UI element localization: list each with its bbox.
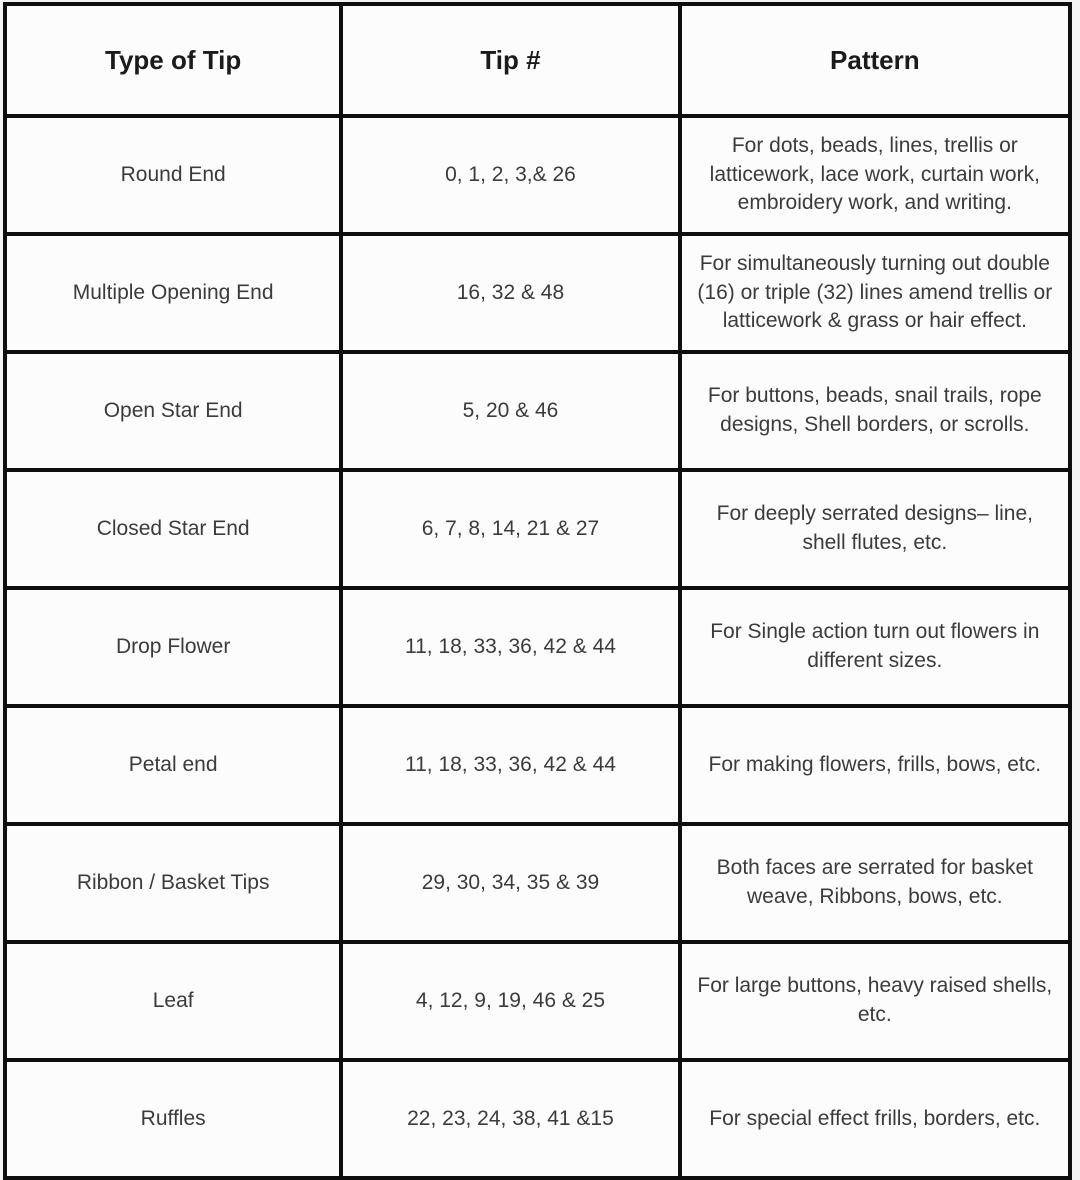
cell-tip-numbers: 6, 7, 8, 14, 21 & 27: [341, 470, 679, 588]
cell-tip-numbers: 0, 1, 2, 3,& 26: [341, 116, 679, 234]
cell-tip-numbers: 22, 23, 24, 38, 41 &15: [341, 1060, 679, 1178]
column-header-pattern: Pattern: [680, 4, 1070, 116]
cell-tip-type: Multiple Opening End: [5, 234, 341, 352]
cell-pattern-description: For Single action turn out flowers in different sizes.: [680, 588, 1070, 706]
table-row-leaf: [5, 942, 1070, 1060]
cell-tip-type: Drop Flower: [5, 588, 341, 706]
table-row-ribbon-basket-tips: [5, 824, 1070, 942]
table-row-ruffles: [5, 1060, 1070, 1178]
cell-tip-numbers: 4, 12, 9, 19, 46 & 25: [341, 942, 679, 1060]
cell-tip-numbers: 29, 30, 34, 35 & 39: [341, 824, 679, 942]
cell-tip-numbers: 11, 18, 33, 36, 42 & 44: [341, 588, 679, 706]
column-header-type-of-tip: Type of Tip: [5, 4, 341, 116]
piping-tips-table: [3, 2, 1072, 1180]
cell-tip-type: Ruffles: [5, 1060, 341, 1178]
cell-pattern-description: For large buttons, heavy raised shells, etc.: [680, 942, 1070, 1060]
cell-pattern-description: For dots, beads, lines, trellis or latticework, lace work, curtain work, embroidery work, and writing.: [680, 116, 1070, 234]
cell-pattern-description: For making flowers, frills, bows, etc.: [680, 706, 1070, 824]
cell-tip-type: Open Star End: [5, 352, 341, 470]
table-header-row: [5, 4, 1070, 116]
table-row-petal-end: [5, 706, 1070, 824]
cell-tip-type: Petal end: [5, 706, 341, 824]
cell-pattern-description: For deeply serrated designs– line, shell flutes, etc.: [680, 470, 1070, 588]
column-header-tip-number: Tip #: [341, 4, 679, 116]
cell-pattern-description: For buttons, beads, snail trails, rope designs, Shell borders, or scrolls.: [680, 352, 1070, 470]
table-row-open-star-end: [5, 352, 1070, 470]
cell-tip-numbers: 11, 18, 33, 36, 42 & 44: [341, 706, 679, 824]
table-row-closed-star-end: [5, 470, 1070, 588]
piping-tips-table-container: [3, 2, 1072, 1130]
table-row-round-end: [5, 116, 1070, 234]
cell-tip-type: Round End: [5, 116, 341, 234]
cell-pattern-description: For special effect frills, borders, etc.: [680, 1060, 1070, 1178]
cell-pattern-description: For simultaneously turning out double (16) or triple (32) lines amend trellis or latticework & grass or hair effect.: [680, 234, 1070, 352]
table-row-drop-flower: [5, 588, 1070, 706]
cell-tip-numbers: 16, 32 & 48: [341, 234, 679, 352]
cell-tip-type: Closed Star End: [5, 470, 341, 588]
cell-pattern-description: Both faces are serrated for basket weave, Ribbons, bows, etc.: [680, 824, 1070, 942]
cell-tip-type: Leaf: [5, 942, 341, 1060]
table-row-multiple-opening-end: [5, 234, 1070, 352]
cell-tip-numbers: 5, 20 & 46: [341, 352, 679, 470]
cell-tip-type: Ribbon / Basket Tips: [5, 824, 341, 942]
